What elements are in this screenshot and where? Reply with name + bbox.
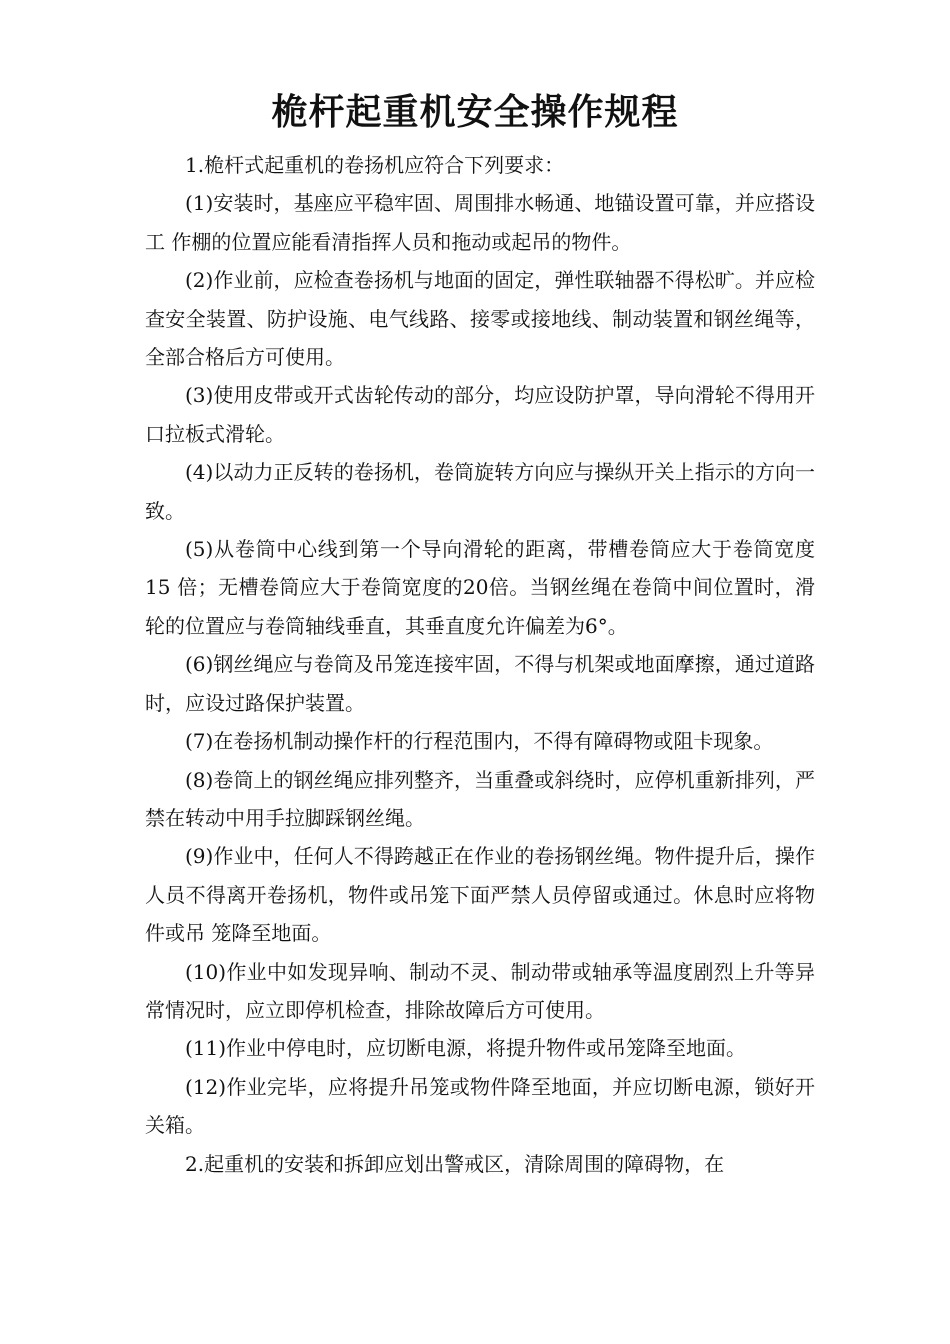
paragraph: (8)卷筒上的钢丝绳应排列整齐，当重叠或斜绕时，应停机重新排列，严禁在转动中用手拉脚踩钢丝绳。 (145, 767, 815, 830)
paragraph: 2.起重机的安装和拆卸应划出警戒区，清除周围的障碍物，在 (185, 1151, 725, 1176)
paragraph: (10)作业中如发现异响、制动不灵、制动带或轴承等温度剧烈上升等异常情况时，应立即停机检查，排除故障后方可使用。 (145, 959, 815, 1022)
paragraph: (2)作业前，应检查卷扬机与地面的固定，弹性联轴器不得松旷。并应检查安全装置、防护设施、电气线路、接零或接地线、制动装置和钢丝绳等，全部合格后方可使用。 (145, 268, 815, 370)
paragraph: (11)作业中停电时，应切断电源，将提升物件或吊笼降至地面。 (185, 1036, 747, 1061)
paragraph: (9)作业中，任何人不得跨越正在作业的卷扬钢丝绳。物件提升后，操作人员不得离开卷扬机，物件或吊笼下面严禁人员停留或通过。休息时应将物件或吊 笼降至地面。 (145, 844, 815, 946)
paragraph: (3)使用皮带或开式齿轮传动的部分，均应设防护罩，导向滑轮不得用开口拉板式滑轮。 (145, 383, 815, 446)
paragraph: (12)作业完毕，应将提升吊笼或物件降至地面，并应切断电源，锁好开关箱。 (145, 1074, 815, 1138)
paragraph: (4)以动力正反转的卷扬机，卷筒旋转方向应与操纵开关上指示的方向一致。 (145, 460, 815, 523)
document-title: 桅杆起重机安全操作规程 (271, 92, 679, 133)
paragraph: (5)从卷筒中心线到第一个导向滑轮的距离，带槽卷筒应大于卷筒宽度15 倍；无槽卷筒应大于卷筒宽度的20倍。当钢丝绳在卷筒中间位置时，滑轮的位置应与卷筒轴线垂直，其垂直度允许偏差为6°。 (145, 537, 815, 638)
paragraph: (1)安装时，基座应平稳牢固、周围排水畅通、地锚设置可靠，并应搭设工 作棚的位置应能看清指挥人员和拖动或起吊的物件。 (145, 191, 815, 254)
document-body (145, 146, 815, 1183)
paragraph: (7)在卷扬机制动操作杆的行程范围内，不得有障碍物或阻卡现象。 (185, 729, 774, 754)
paragraph: (6)钢丝绳应与卷筒及吊笼连接牢固，不得与机架或地面摩擦，通过道路时，应设过路保护装置。 (145, 652, 815, 715)
paragraph: 1.桅杆式起重机的卷扬机应符合下列要求： (185, 153, 565, 177)
